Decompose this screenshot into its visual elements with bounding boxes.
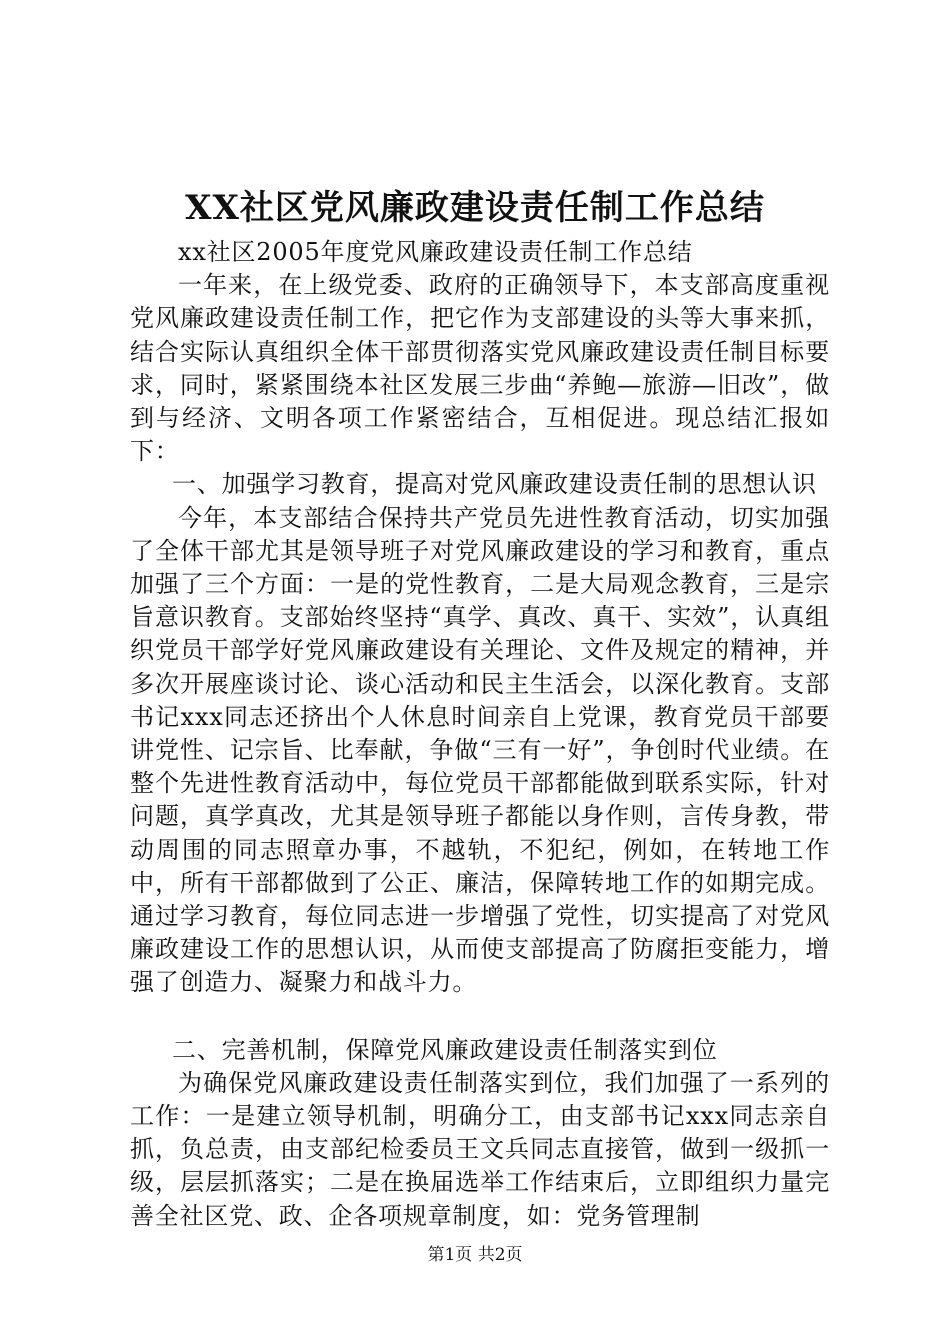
paragraph-section-1: 今年，本支部结合保持共产党员先进性教育活动，切实加强了全体干部尤其是领导班子对党风廉政建设的学习和教育，重点加强了三个方面：一是的党性教育，二是大局观念教育，三是宗旨意识教育。支部始终坚持“真学、真改、真干、实效”，认真组织党员干部学好党风廉政建设有关理论、文件及规定的精神，并多次开展座谈讨论、谈心活动和民主生活会，以深化教育。支部书记xxx同志还挤出个人休息时间亲自上党课，教育党员干部要讲党性、记宗旨、比奉献，争做“三有一好”，争创时代业绩。在整个先进性教育活动中，每位党员干部都能做到联系实际，针对问题，真学真改，尤其是领导班子都能以身作则，言传身教，带动周围的同志照章办事，不越轨，不犯纪，例如，在转地工作中，所有干部都做到了公正、廉洁，保障转地工作的如期完成。通过学习教育，每位同志进一步增强了党性，切实提高了对党风廉政建设工作的思想认识，从而使支部提高了防腐拒变能力，增强了创造力、凝聚力和战斗力。 [130,503,830,997]
paragraph-section-2: 为确保党风廉政建设责任制落实到位，我们加强了一系列的工作：一是建立领导机制，明确分工，由支部书记xxx同志亲自抓，负总责，由支部纪检委员王文兵同志直接管，做到一级抓一级，层层抓落实；二是在换届选举工作结束后，立即组织力量完善全社区党、政、企各项规章制度，如：党务管理制 [130,1068,830,1230]
section-heading-1: 一、加强学习教育，提高对党风廉政建设责任制的思想认识 [172,470,817,499]
page-footer: 第1页 共2页 [427,1245,523,1265]
document-subtitle: xx社区2005年度党风廉政建设责任制工作总结 [178,238,693,266]
section-heading-2: 二、完善机制，保障党风廉政建设责任制落实到位 [172,1035,718,1064]
paragraph-intro: 一年来，在上级党委、政府的正确领导下，本支部高度重视党风廉政建设责任制工作，把它作为支部建设的头等大事来抓，结合实际认真组织全体干部贯彻落实党风廉政建设责任制目标要求，同时，紧紧围绕本社区发展三步曲“养鲍—旅游—旧改”，做到与经济、文明各项工作紧密结合，互相促进。现总结汇报如下： [130,271,830,466]
document-title: XX社区党风廉政建设责任制工作总结 [185,188,765,228]
document-body [130,236,830,1233]
